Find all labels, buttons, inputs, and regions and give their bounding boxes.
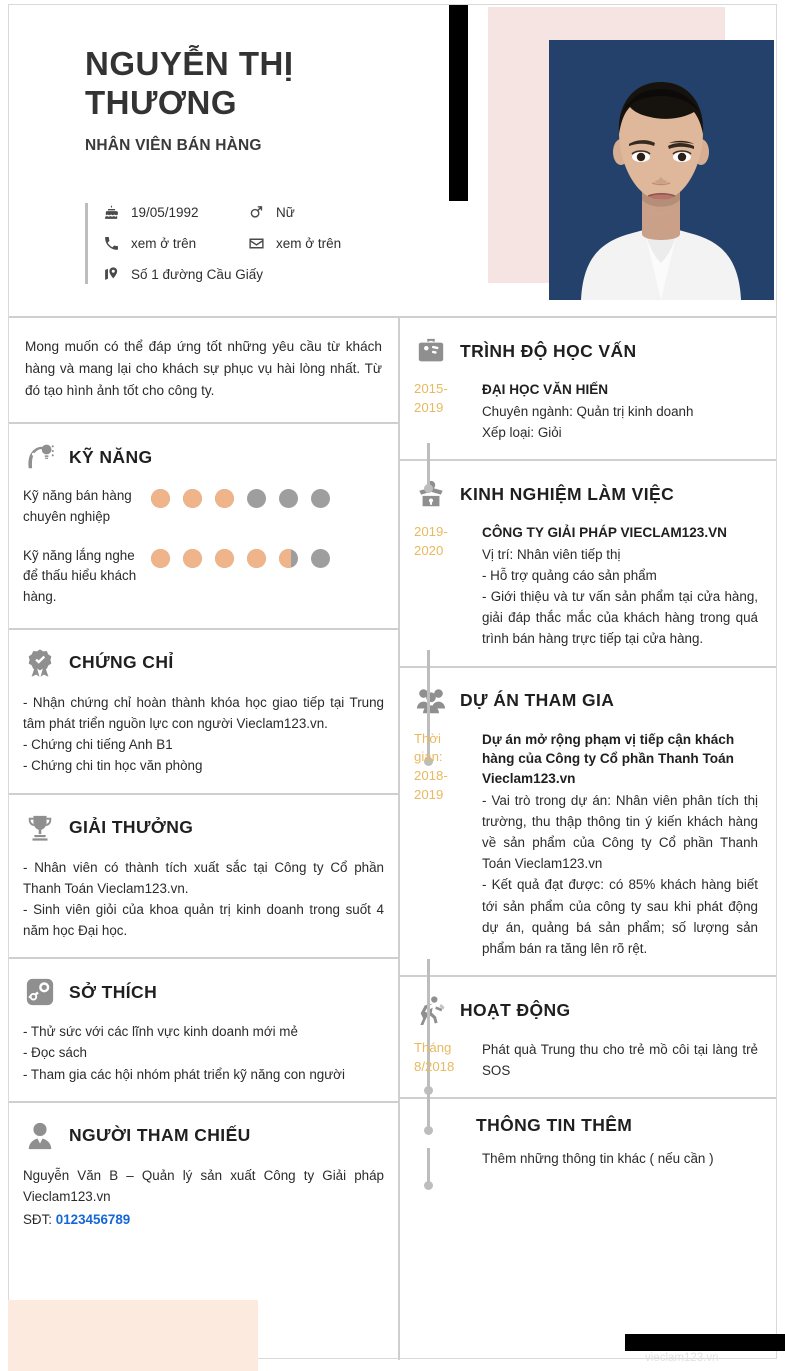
hobby-line: - Đọc sách <box>23 1045 87 1061</box>
activities-section <box>400 977 776 1099</box>
hobby-line: - Thử sức với các lĩnh vực kinh doanh mới mẻ <box>23 1024 298 1040</box>
date-line: 2019- <box>414 524 448 540</box>
hobby-icon <box>23 975 57 1009</box>
company-name: CÔNG TY GIẢI PHÁP VIECLAM123.VN <box>482 525 727 541</box>
experience-title: KINH NGHIỆM LÀM VIỆC <box>460 483 675 504</box>
additional-info-body <box>476 1148 758 1169</box>
job-title: NHÂN VIÊN BÁN HÀNG <box>85 136 262 154</box>
rating-dot <box>215 549 234 568</box>
hobbies-header <box>23 975 384 1009</box>
work-person-icon <box>414 477 448 511</box>
timeline-dot <box>424 1181 433 1190</box>
education-line: Xếp loại: Giỏi <box>482 424 562 440</box>
timeline-line <box>427 1081 430 1087</box>
cv-page <box>8 4 777 1359</box>
skills-title: KỸ NĂNG <box>69 446 153 467</box>
skill-label: Kỹ năng lắng nghe để thấu hiểu khách hàng. <box>23 547 137 605</box>
rating-dot <box>151 549 170 568</box>
header-black-accent-bar <box>449 5 468 201</box>
certificate-line: - Nhận chứng chỉ hoàn thành khóa học giao tiếp tại Trung tâm phát triển nguồn lực con người Vieclam123.vn. <box>23 694 384 732</box>
timeline-line <box>427 443 430 485</box>
award-line: - Sinh viên giỏi của khoa quản trị kinh doanh trong suốt 4 năm học Đại học. <box>23 901 384 939</box>
objective-text: Mong muốn có thể đáp ứng tốt những yêu cầu từ khách hàng và mang lại cho khách sự phục vụ hài lòng nhất. Từ đó tạo hình ảnh tốt cho công ty. <box>25 339 382 399</box>
reference-text: Nguyễn Văn B – Quản lý sản xuất Công ty Giải pháp Vieclam123.vn <box>23 1167 384 1204</box>
experience-line: - Hỗ trợ quảng cáo sản phẩm <box>482 567 657 583</box>
email-value: xem ở trên <box>276 236 342 251</box>
birthday-cake-icon <box>102 203 121 222</box>
project-name: Dự án mở rộng phạm vị tiếp cận khách hàng của Công ty Cổ phần Thanh Toán Vieclam123.vn <box>482 731 735 787</box>
skill-rating-0 <box>151 486 330 508</box>
project-line: - Vai trò trong dự án: Nhân viên phân tích thị trường, thu thập thông tin ý kiến khách hàng về sản phẩm của Công ty Cổ phần Thanh Toán Vieclam123.vn <box>482 792 758 872</box>
name-block <box>85 45 435 155</box>
rating-dot <box>183 549 202 568</box>
skills-header <box>23 440 384 474</box>
hobbies-body <box>23 1021 384 1085</box>
experience-date <box>414 523 476 650</box>
additional-info-date <box>414 1148 476 1169</box>
watermark: vieclam123.vn <box>645 1352 719 1364</box>
date-line: 2019 <box>414 399 444 415</box>
email-icon <box>247 234 266 253</box>
hobbies-section <box>9 959 398 1103</box>
rating-dot <box>247 549 266 568</box>
school-name: ĐẠI HỌC VĂN HIẾN <box>482 382 609 397</box>
gender-value: Nữ <box>276 205 295 220</box>
additional-info-header <box>414 1115 758 1136</box>
map-marker-icon <box>102 265 121 284</box>
skills-section <box>9 424 398 630</box>
avatar <box>549 40 774 300</box>
reference-body <box>23 1165 384 1231</box>
certificates-section <box>9 630 398 795</box>
education-entry <box>414 380 758 443</box>
rating-dot <box>151 489 170 508</box>
contact-gender <box>247 203 295 222</box>
objective-section <box>9 318 398 424</box>
trophy-icon <box>23 811 57 845</box>
contact-info <box>85 203 341 284</box>
certificate-line: - Chứng chi tiếng Anh B1 <box>23 737 173 753</box>
reference-header <box>23 1119 384 1153</box>
page-title: NGUYỄN THỊ THƯƠNG <box>85 45 294 121</box>
additional-info-entry <box>414 1148 758 1169</box>
education-section <box>400 318 776 461</box>
reference-phone-row <box>23 1209 384 1230</box>
person-icon <box>23 1119 57 1153</box>
skill-item <box>23 546 384 608</box>
rating-dot <box>183 489 202 508</box>
phone-icon <box>102 234 121 253</box>
rating-dot <box>279 549 298 568</box>
briefcase-icon <box>414 334 448 368</box>
timeline-dot <box>424 1086 433 1095</box>
contact-row <box>102 234 341 253</box>
hobby-line: - Tham gia các hội nhóm phát triển kỹ năng con người <box>23 1066 345 1082</box>
contact-row <box>102 203 341 222</box>
date-line: 2020 <box>414 542 444 558</box>
certificates-header <box>23 646 384 680</box>
date-line: 2018- <box>414 768 448 784</box>
hobbies-title: SỞ THÍCH <box>69 981 158 1002</box>
people-group-icon <box>414 684 448 718</box>
certificates-body <box>23 692 384 777</box>
left-column <box>9 318 400 1360</box>
footer-black-accent <box>625 1334 785 1351</box>
activity-date <box>414 1039 476 1081</box>
experience-line: - Giới thiệu và tư vấn sản phẩm tại cửa hàng, giải đáp thắc mắc của khách hàng trong quá trình bán hàng trực tiếp tại cửa hàng. <box>482 589 758 647</box>
certificate-line: - Chứng chi tin học văn phòng <box>23 758 203 774</box>
project-body <box>476 730 758 959</box>
certificate-badge-icon <box>23 646 57 680</box>
projects-title: DỰ ÁN THAM GIA <box>460 690 615 711</box>
right-column <box>400 318 776 1360</box>
experience-entry <box>414 523 758 650</box>
activity-text: Phát quà Trung thu cho trẻ mồ côi tại làng trẻ SOS <box>482 1042 758 1079</box>
contact-phone <box>102 234 247 253</box>
gender-icon <box>247 203 266 222</box>
additional-info-section <box>400 1099 776 1185</box>
project-line: - Kết quả đạt được: có 85% khách hàng biết tới sản phẩm của công ty sau khi phát động dự án, quảng bá sản phẩm; số lượng sản phẩm bán ra tăng lên rõ rệt. <box>482 877 758 956</box>
rating-dot <box>311 489 330 508</box>
awards-header <box>23 811 384 845</box>
rating-dot <box>279 489 298 508</box>
education-header <box>414 334 758 368</box>
skill-label: Kỹ năng bán hàng chuyên nghiệp <box>23 488 132 524</box>
date-line: 2019 <box>414 786 444 802</box>
certificates-title: CHỨNG CHỈ <box>69 652 174 673</box>
rating-dot <box>215 489 234 508</box>
date-line: 2015- <box>414 381 448 396</box>
reference-title: NGƯỜI THAM CHIẾU <box>69 1125 251 1146</box>
contact-row <box>102 265 341 284</box>
awards-section <box>9 795 398 960</box>
contact-birthday <box>102 203 247 222</box>
education-body <box>476 380 758 443</box>
timeline-line <box>427 1148 430 1182</box>
running-person-icon <box>414 993 448 1027</box>
activities-header <box>414 993 758 1027</box>
project-date <box>414 730 476 959</box>
address-value: Số 1 đường Cầu Giấy <box>131 267 263 282</box>
reference-section <box>9 1103 398 1247</box>
skill-item <box>23 486 384 528</box>
activity-entry <box>414 1039 758 1081</box>
education-line: Chuyên ngành: Quản trị kinh doanh <box>482 403 694 419</box>
award-line: - Nhân viên có thành tích xuất sắc tại Công ty Cổ phần Thanh Toán Vieclam123.vn. <box>23 859 384 896</box>
footer-peach-accent <box>8 1300 258 1371</box>
experience-body <box>476 523 758 650</box>
phone-value: xem ở trên <box>131 236 197 251</box>
project-entry <box>414 730 758 959</box>
birthday-value: 19/05/1992 <box>131 205 199 220</box>
activities-title: HOẠT ĐỘNG <box>460 999 571 1020</box>
timeline-dot <box>424 484 433 493</box>
skill-rating-1 <box>151 546 330 568</box>
projects-section <box>400 668 776 977</box>
education-title: TRÌNH ĐỘ HỌC VẤN <box>460 340 637 361</box>
contact-email <box>247 234 341 253</box>
date-line: 8/2018 <box>414 1058 455 1074</box>
activity-body <box>476 1039 758 1081</box>
cv-header <box>9 5 776 318</box>
contact-address <box>102 265 263 284</box>
rating-dot <box>247 489 266 508</box>
additional-info-title: THÔNG TIN THÊM <box>476 1115 633 1136</box>
experience-section <box>400 461 776 668</box>
awards-title: GIẢI THƯỞNG <box>69 817 194 838</box>
additional-info-text: Thêm những thông tin khác ( nếu cần ) <box>482 1151 714 1167</box>
cv-body <box>9 318 776 1360</box>
experience-header <box>414 477 758 511</box>
reference-phone-label: SĐT: <box>23 1212 53 1228</box>
date-line: gian: <box>414 749 443 765</box>
awards-body <box>23 857 384 942</box>
projects-header <box>414 684 758 718</box>
date-line: Thời <box>414 730 441 746</box>
reference-phone-value[interactable]: 0123456789 <box>55 1212 131 1228</box>
head-lightbulb-icon <box>23 440 57 474</box>
rating-dot <box>311 549 330 568</box>
date-line: Tháng <box>414 1040 452 1056</box>
education-date <box>414 380 476 443</box>
experience-line: Vị trí: Nhân viên tiếp thị <box>482 546 621 562</box>
